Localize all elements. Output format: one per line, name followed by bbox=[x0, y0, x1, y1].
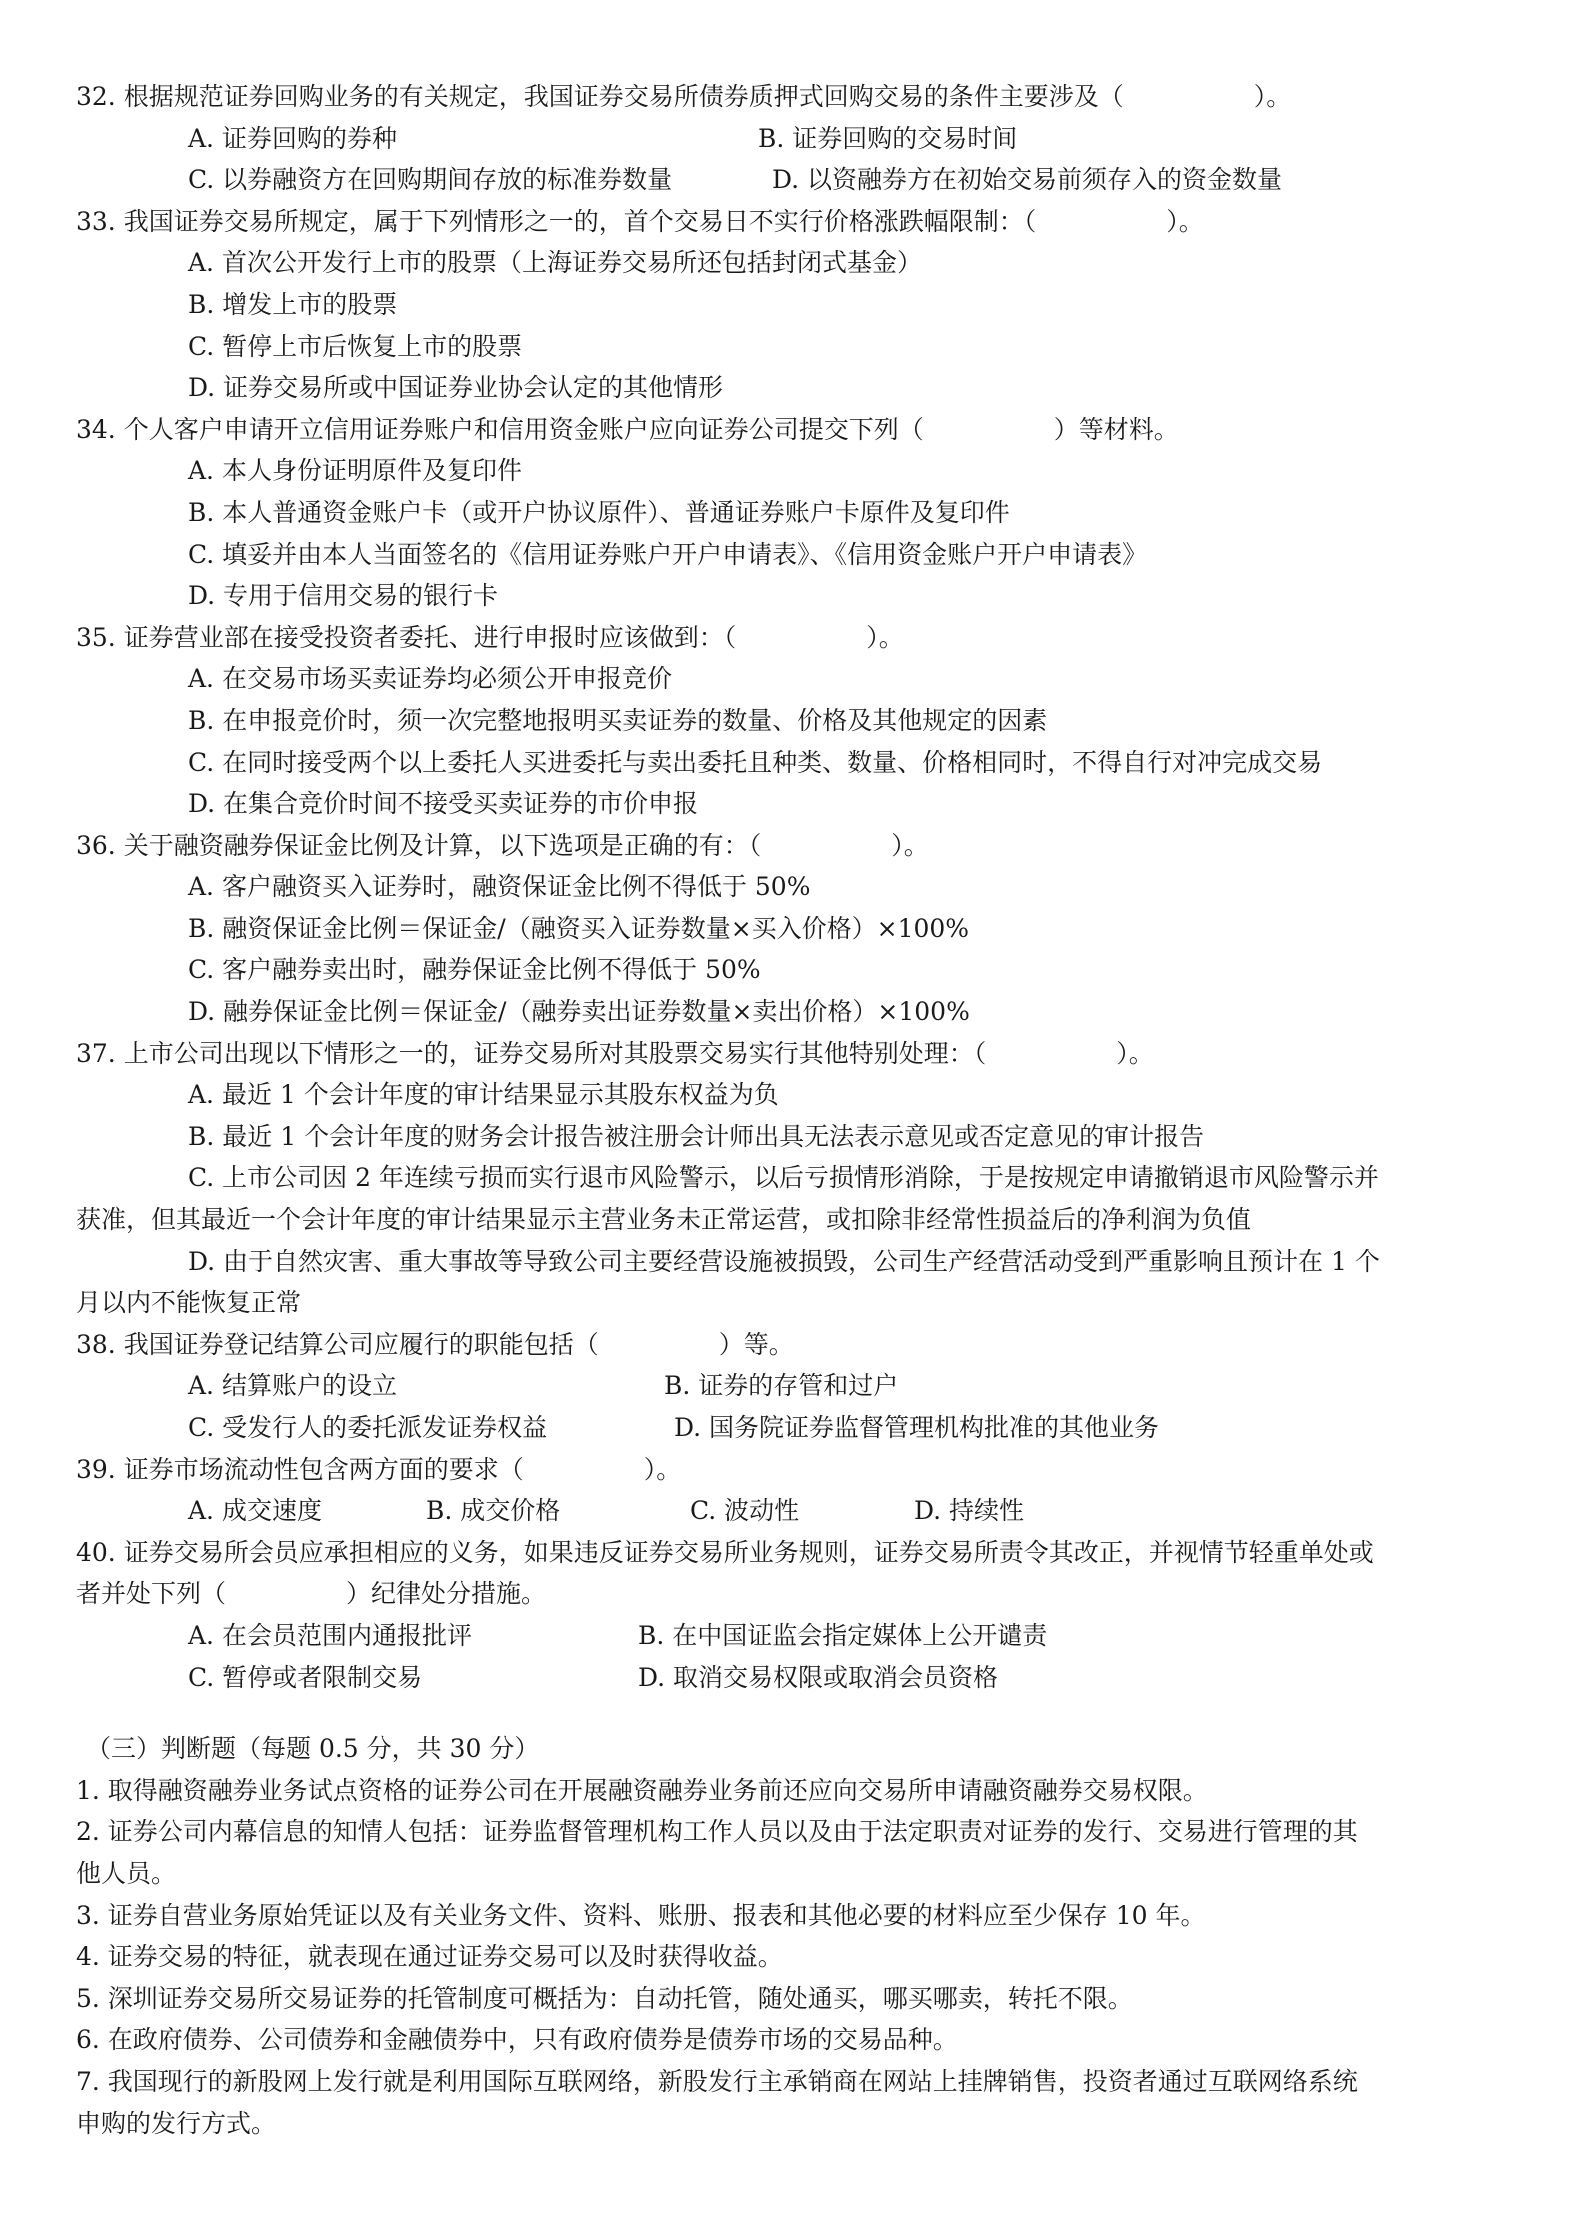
option-b: B. 证券的存管和过户 bbox=[664, 1371, 899, 1401]
judgement-list bbox=[76, 1770, 1524, 2144]
question-stem: 34. 个人客户申请开立信用证券账户和信用资金账户应向证券公司提交下列（ ）等材料。 bbox=[76, 414, 1179, 444]
judgement-item-continued: 申购的发行方式。 bbox=[76, 2108, 277, 2138]
question-stem: 32. 根据规范证券回购业务的有关规定，我国证券交易所债券质押式回购交易的条件主要涉及（ ）。 bbox=[76, 82, 1292, 111]
option-b: B. 本人普通资金账户卡（或开户协议原件）、普通证券账户卡原件及复印件 bbox=[188, 497, 1010, 527]
question-stem: 38. 我国证券登记结算公司应履行的职能包括（ ）等。 bbox=[76, 1329, 794, 1359]
option-b: B. 增发上市的股票 bbox=[188, 289, 398, 319]
question-stem: 37. 上市公司出现以下情形之一的，证券交易所对其股票交易实行其他特别处理：（ ）。 bbox=[76, 1038, 1154, 1068]
option-c: C. 客户融券卖出时，融券保证金比例不得低于 50% bbox=[188, 955, 761, 985]
question-34 bbox=[76, 409, 1524, 617]
question-stem: 33. 我国证券交易所规定，属于下列情形之一的，首个交易日不实行价格涨跌幅限制：（ ）。 bbox=[76, 206, 1204, 236]
option-a: A. 证券回购的券种 bbox=[188, 123, 397, 153]
option-d: D. 在集合竞价时间不接受买卖证券的市价申报 bbox=[188, 789, 699, 819]
question-35 bbox=[76, 617, 1524, 825]
section-title: （三）判断题（每题 0.5 分，共 30 分） bbox=[86, 1734, 540, 1764]
option-a: A. 最近 1 个会计年度的审计结果显示其股东权益为负 bbox=[188, 1080, 779, 1110]
option-a: A. 成交速度 bbox=[188, 1496, 322, 1526]
option-b: B. 在申报竞价时，须一次完整地报明买卖证券的数量、价格及其他规定的因素 bbox=[188, 705, 1048, 735]
question-stem: 39. 证券市场流动性包含两方面的要求（ ）。 bbox=[76, 1454, 682, 1484]
option-c: C. 填妥并由本人当面签名的《信用证券账户开户申请表》、《信用资金账户开户申请表》 bbox=[188, 539, 1148, 569]
option-d: D. 融券保证金比例＝保证金/（融券卖出证券数量×卖出价格）×100% bbox=[188, 997, 970, 1027]
option-b: B. 成交价格 bbox=[426, 1496, 561, 1526]
option-d: D. 专用于信用交易的银行卡 bbox=[188, 581, 499, 611]
question-39 bbox=[76, 1449, 1524, 1532]
option-b: B. 最近 1 个会计年度的财务会计报告被注册会计师出具无法表示意见或否定意见的审计报告 bbox=[188, 1121, 1205, 1151]
option-a: A. 客户融资买入证券时，融资保证金比例不得低于 50% bbox=[188, 872, 811, 902]
option-a: A. 在会员范围内通报批评 bbox=[188, 1620, 472, 1650]
question-36 bbox=[76, 825, 1524, 1033]
option-b: B. 证券回购的交易时间 bbox=[758, 123, 1018, 153]
option-a: A. 结算账户的设立 bbox=[188, 1371, 397, 1401]
option-c: C. 波动性 bbox=[690, 1496, 800, 1526]
judgement-item: 4. 证券交易的特征，就表现在通过证券交易可以及时获得收益。 bbox=[76, 1942, 783, 1972]
option-c: C. 在同时接受两个以上委托人买进委托与卖出委托且种类、数量、价格相同时，不得自行对冲完成交易 bbox=[188, 747, 1323, 777]
option-c: C. 上市公司因 2 年连续亏损而实行退市风险警示，以后亏损情形消除，于是按规定申请撤销退市风险警示并 bbox=[188, 1163, 1379, 1193]
question-38 bbox=[76, 1324, 1524, 1449]
option-c-continued: 获准，但其最近一个会计年度的审计结果显示主营业务未正常运营，或扣除非经常性损益后的净利润为负值 bbox=[76, 1205, 1252, 1235]
option-d: D. 以资融券方在初始交易前须存入的资金数量 bbox=[772, 165, 1283, 195]
option-b: B. 在中国证监会指定媒体上公开谴责 bbox=[638, 1620, 1048, 1650]
option-c: C. 暂停上市后恢复上市的股票 bbox=[188, 331, 523, 361]
option-c: C. 暂停或者限制交易 bbox=[188, 1662, 423, 1692]
option-a: A. 首次公开发行上市的股票（上海证券交易所还包括封闭式基金） bbox=[188, 248, 922, 278]
question-40 bbox=[76, 1532, 1524, 1698]
judgement-item-continued: 他人员。 bbox=[76, 1858, 177, 1888]
option-a: A. 本人身份证明原件及复印件 bbox=[188, 456, 522, 486]
question-stem-continued: 者并处下列（ ）纪律处分措施。 bbox=[76, 1579, 547, 1609]
question-stem: 35. 证券营业部在接受投资者委托、进行申报时应该做到：（ ）。 bbox=[76, 622, 904, 652]
option-d: D. 由于自然灾害、重大事故等导致公司主要经营设施被损毁，公司生产经营活动受到严重影响且预计在 1 个 bbox=[188, 1246, 1380, 1276]
question-32 bbox=[76, 76, 1524, 201]
option-a: A. 在交易市场买卖证券均必须公开申报竞价 bbox=[188, 664, 672, 694]
judgement-item: 3. 证券自营业务原始凭证以及有关业务文件、资料、账册、报表和其他必要的材料应至少保存 10 年。 bbox=[76, 1900, 1206, 1930]
judgement-item: 2. 证券公司内幕信息的知情人包括：证券监督管理机构工作人员以及由于法定职责对证券的发行、交易进行管理的其 bbox=[76, 1817, 1358, 1847]
option-d-continued: 月以内不能恢复正常 bbox=[76, 1288, 302, 1318]
question-stem: 40. 证券交易所会员应承担相应的义务，如果违反证券交易所业务规则，证券交易所责令其改正，并视情节轻重单处或 bbox=[76, 1537, 1374, 1567]
judgement-item: 5. 深圳证券交易所交易证券的托管制度可概括为：自动托管，随处通买，哪买哪卖，转托不限。 bbox=[76, 1983, 1133, 2013]
option-d: D. 证券交易所或中国证券业协会认定的其他情形 bbox=[188, 373, 724, 403]
option-b: B. 融资保证金比例＝保证金/（融资买入证券数量×买入价格）×100% bbox=[188, 913, 970, 943]
option-c: C. 受发行人的委托派发证券权益 bbox=[188, 1413, 548, 1442]
option-d: D. 取消交易权限或取消会员资格 bbox=[638, 1662, 999, 1692]
option-c: C. 以券融资方在回购期间存放的标准券数量 bbox=[188, 165, 673, 195]
question-33 bbox=[76, 201, 1524, 409]
judgement-item: 6. 在政府债券、公司债券和金融债券中，只有政府债券是债券市场的交易品种。 bbox=[76, 2025, 958, 2055]
option-d: D. 持续性 bbox=[914, 1496, 1025, 1526]
option-d: D. 国务院证券监督管理机构批准的其他业务 bbox=[674, 1413, 1160, 1442]
judgement-item: 7. 我国现行的新股网上发行就是利用国际互联网络，新股发行主承销商在网站上挂牌销售，投资者通过互联网络系统 bbox=[76, 2066, 1358, 2096]
judgement-item: 1. 取得融资融券业务试点资格的证券公司在开展融资融券业务前还应向交易所申请融资融券交易权限。 bbox=[76, 1775, 1208, 1805]
question-stem: 36. 关于融资融券保证金比例及计算，以下选项是正确的有：（ ）。 bbox=[76, 830, 929, 860]
question-37 bbox=[76, 1033, 1524, 1324]
